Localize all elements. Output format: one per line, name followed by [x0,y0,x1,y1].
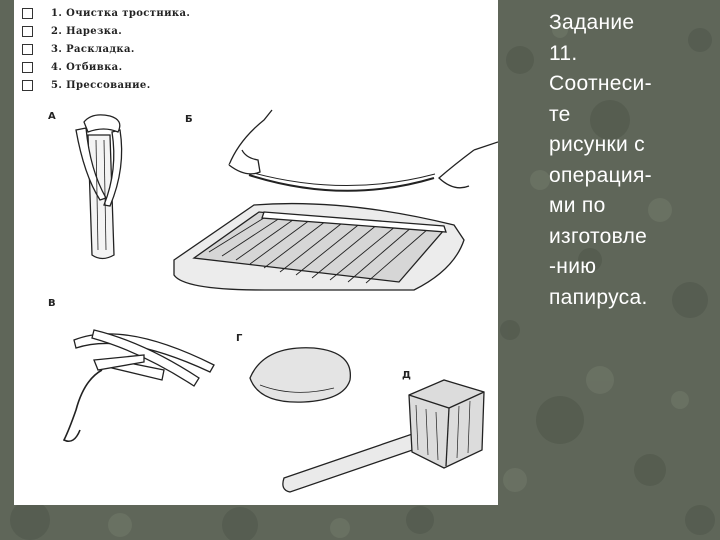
checkbox [22,62,33,73]
figure-a-reed-stalk [76,115,122,259]
task-line: Задание [549,11,635,34]
figure-label-d: Д [402,370,411,381]
task-line: Соотнеси- [549,72,652,95]
task-line: операция- [549,163,652,187]
figure-label-v: В [48,298,56,309]
checklist-item-label: 2. Нарезка. [51,25,123,37]
checklist-item [22,58,322,76]
figure-b-layout-board [174,110,498,290]
figure-label-g: Г [236,333,243,344]
figure-label-b: Б [185,114,193,125]
task-line: рисунки с [549,133,645,156]
task-line: изготовле [549,224,648,248]
task-description [549,8,714,313]
checkbox [22,44,33,55]
checkbox [22,8,33,19]
task-line: папируса. [549,285,648,309]
task-line: -нию [549,255,597,278]
checklist-item-label: 4. Отбивка. [51,61,123,73]
checklist-item-label: 1. Очистка тростника. [51,7,191,19]
checklist-item [22,4,322,22]
checklist-item-label: 3. Раскладка. [51,43,135,55]
figure-label-a: А [48,111,56,122]
checkbox [22,80,33,91]
task-line: 11. [549,41,578,65]
checklist-item [22,40,322,58]
checklist-item [22,22,322,40]
checkbox [22,26,33,37]
task-line: те [549,102,571,126]
checklist-item [22,76,322,94]
operations-checklist [22,4,322,94]
task-line: ми по [549,194,606,217]
figure-v-cutting [64,330,214,441]
checklist-item-label: 5. Прессование. [51,79,151,91]
figure-g-stone [250,348,350,402]
